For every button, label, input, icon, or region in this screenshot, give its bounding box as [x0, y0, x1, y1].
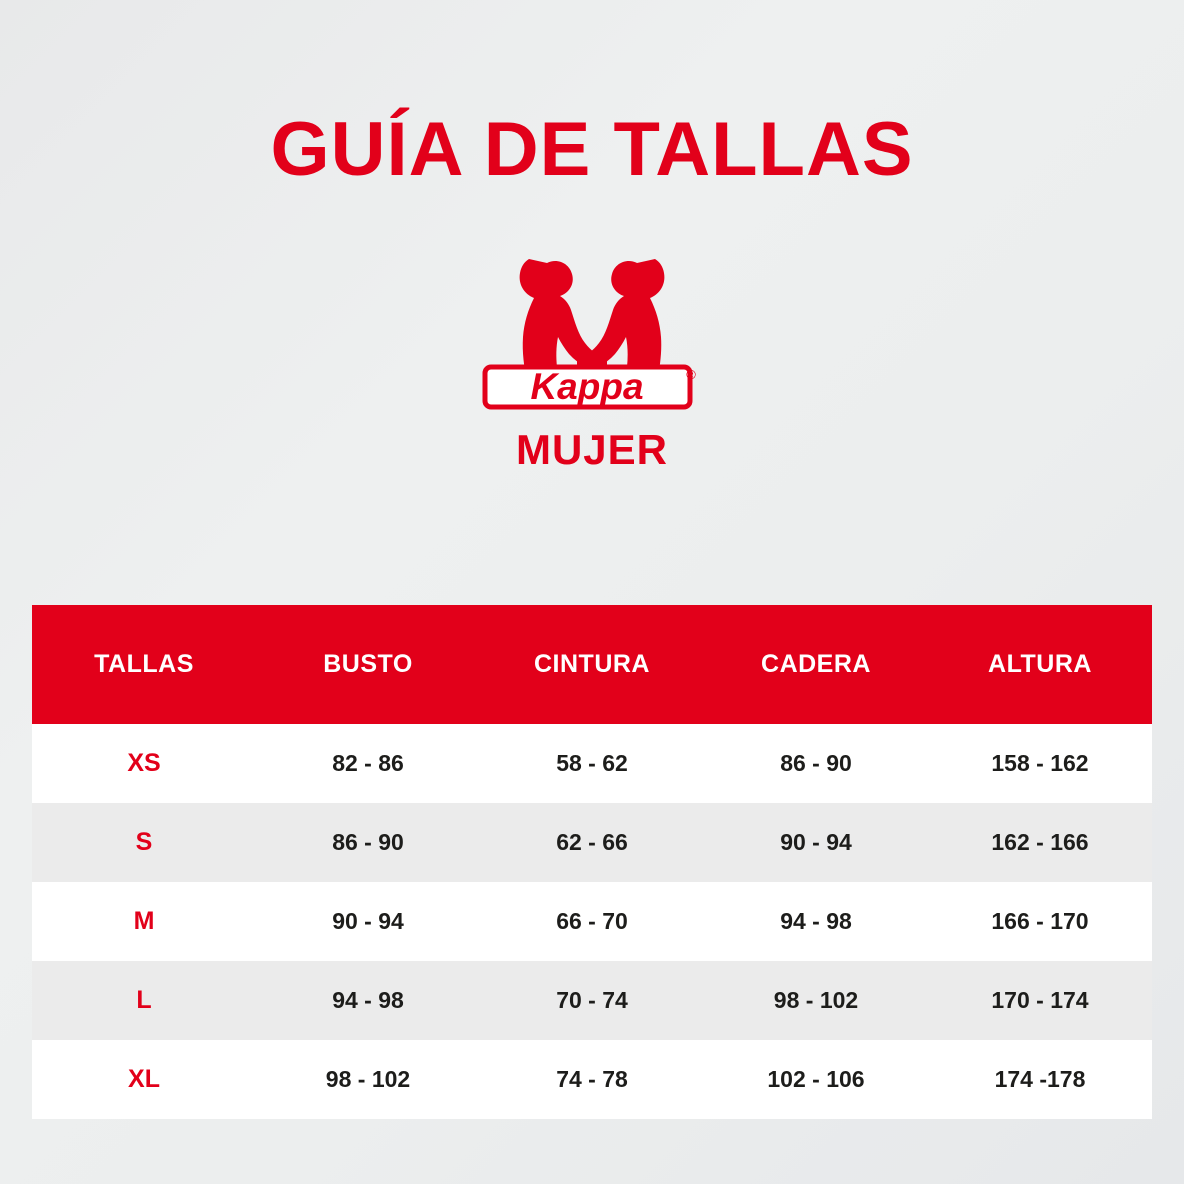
cell-talla: XL — [32, 1040, 256, 1119]
cell-busto: 82 - 86 — [256, 724, 480, 803]
cell-cintura: 74 - 78 — [480, 1040, 704, 1119]
cell-busto: 98 - 102 — [256, 1040, 480, 1119]
cell-cadera: 86 - 90 — [704, 724, 928, 803]
column-header-tallas: TALLAS — [32, 605, 256, 724]
column-header-altura: ALTURA — [928, 605, 1152, 724]
table-row — [32, 1040, 1152, 1119]
table-header-row — [32, 605, 1152, 724]
column-header-cadera: CADERA — [704, 605, 928, 724]
cell-cadera: 94 - 98 — [704, 882, 928, 961]
cell-talla: S — [32, 803, 256, 882]
size-table-container — [32, 605, 1152, 1119]
cell-talla: L — [32, 961, 256, 1040]
cell-cintura: 62 - 66 — [480, 803, 704, 882]
table-row — [32, 961, 1152, 1040]
cell-busto: 86 - 90 — [256, 803, 480, 882]
column-header-cintura: CINTURA — [480, 605, 704, 724]
cell-cadera: 102 - 106 — [704, 1040, 928, 1119]
table-row — [32, 724, 1152, 803]
size-table — [32, 605, 1152, 1119]
kappa-logo-icon — [477, 247, 707, 412]
cell-altura: 170 - 174 — [928, 961, 1152, 1040]
cell-cintura: 66 - 70 — [480, 882, 704, 961]
cell-busto: 90 - 94 — [256, 882, 480, 961]
cell-busto: 94 - 98 — [256, 961, 480, 1040]
table-row — [32, 803, 1152, 882]
svg-text:Kappa: Kappa — [530, 365, 644, 407]
cell-talla: M — [32, 882, 256, 961]
table-row — [32, 882, 1152, 961]
cell-cadera: 98 - 102 — [704, 961, 928, 1040]
cell-altura: 174 -178 — [928, 1040, 1152, 1119]
cell-cadera: 90 - 94 — [704, 803, 928, 882]
cell-cintura: 58 - 62 — [480, 724, 704, 803]
cell-altura: 158 - 162 — [928, 724, 1152, 803]
table-body — [32, 724, 1152, 1119]
cell-talla: XS — [32, 724, 256, 803]
column-header-busto: BUSTO — [256, 605, 480, 724]
cell-altura: 166 - 170 — [928, 882, 1152, 961]
table-header — [32, 605, 1152, 724]
gender-label: MUJER — [515, 426, 669, 473]
svg-text:®: ® — [686, 366, 696, 382]
cell-altura: 162 - 166 — [928, 803, 1152, 882]
cell-cintura: 70 - 74 — [480, 961, 704, 1040]
page-title: GUÍA DE TALLAS — [270, 107, 914, 192]
kappa-logo — [0, 244, 1184, 414]
